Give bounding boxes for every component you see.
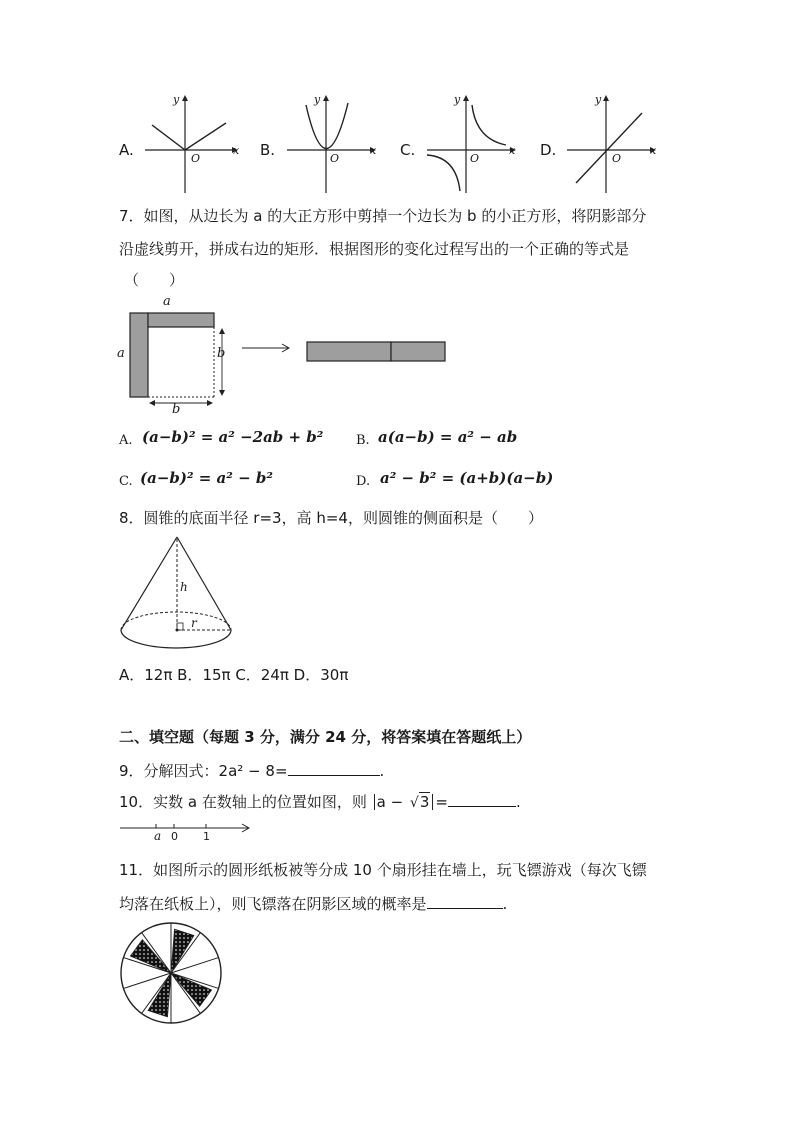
q7-rectangle-figure [305,340,450,364]
q6-d-x-label: x [650,144,657,157]
q10-label-one: 1 [203,830,210,843]
q10-label-a: a [154,829,162,843]
q7-label-b-bottom: b [172,402,181,417]
q8-cone-figure [115,534,240,654]
q7-transform-arrow [240,340,292,356]
q11-stem-line1: 11．如图所示的圆形纸板被等分成 10 个扇形挂在墙上，玩飞镖游戏（每次飞镖 [119,861,647,879]
q6-c-x-label: x [509,144,516,157]
q8-options: A．12π B．15π C．24π D．30π [119,666,349,684]
q10-label-zero: 0 [171,830,178,843]
q7-option-a-letter: A. [119,433,133,448]
q6-graph-b [282,93,382,193]
q6-option-d-letter: D. [540,141,557,159]
q10-expr: a − [376,793,404,811]
q6-a-x-label: x [233,144,240,157]
q6-d-y-label: y [595,93,602,106]
q11-answer-blank[interactable] [427,892,503,909]
q10-answer-blank[interactable] [448,790,516,807]
q10-equals: = [435,793,448,811]
q10-sqrt-radicand: 3 [419,793,430,811]
q11-line2-prefix: 均落在纸板上），则飞镖落在阴影区域的概率是 [119,895,427,913]
q6-graph-c [422,93,522,193]
q7-stem-line1: 7．如图，从边长为 a 的大正方形中剪掉一个边长为 b 的小正方形，将阴影部分 [119,207,647,225]
q6-option-b-letter: B. [260,141,276,159]
q10-prefix: 10．实数 a 在数轴上的位置如图，则 [119,793,367,811]
q10-abs-bar-right [432,794,433,810]
q6-a-origin: O [191,152,201,165]
q7-option-d-letter: D. [356,474,371,489]
q7-option-b-equation: a(a−b) = a² − ab [378,428,518,446]
q8-label-h: h [180,580,188,594]
q6-c-origin: O [470,152,480,165]
q7-option-d-equation: a² − b² = (a+b)(a−b) [380,469,554,487]
q7-label-a-top: a [163,294,171,309]
q7-stem-line3: （ ） [124,271,185,289]
q10-end: . [515,793,521,811]
q8-stem: 8．圆锥的底面半径 r=3，高 h=4，则圆锥的侧面积是（ ） [119,509,543,527]
q6-b-origin: O [330,152,340,165]
q6-c-y-label: y [454,93,461,106]
section2-title: 二、填空题（每题 3 分，满分 24 分，将答案填在答题纸上） [119,728,532,746]
q11-line2-suffix: . [502,895,508,913]
q7-stem-line2: 沿虚线剪开，拼成右边的矩形．根据图形的变化过程写出的一个正确的等式是 [119,240,630,258]
q6-b-x-label: x [370,144,377,157]
q10-number-line [118,818,258,838]
q11-stem-line2 [119,892,507,914]
q6-graph-d [562,93,662,193]
q8-label-r: r [191,616,197,630]
q7-label-b-right: b [217,346,226,361]
q7-option-a-equation: (a−b)² = a² −2ab + b² [142,428,324,446]
q6-a-y-label: y [173,93,180,106]
q7-option-b-letter: B. [356,433,370,448]
q6-b-y-label: y [314,93,321,106]
q10-question [119,790,521,813]
q10-abs-bar-left [374,794,375,810]
q9-prefix: 9．分解因式：2a² − 8= [119,762,288,780]
q7-label-a-left: a [117,346,125,361]
q7-option-c-equation: (a−b)² = a² − b² [140,469,273,487]
q6-option-a-letter: A. [119,141,134,159]
q9-suffix: . [379,762,385,780]
q7-option-c-letter: C. [119,474,133,489]
q6-option-c-letter: C. [400,141,416,159]
q6-d-origin: O [612,152,622,165]
q9-question [119,759,384,781]
q11-dartboard [118,920,224,1026]
q9-answer-blank[interactable] [288,759,380,776]
q10-sqrt: √3 [409,793,430,811]
q6-graph-a [140,93,240,193]
